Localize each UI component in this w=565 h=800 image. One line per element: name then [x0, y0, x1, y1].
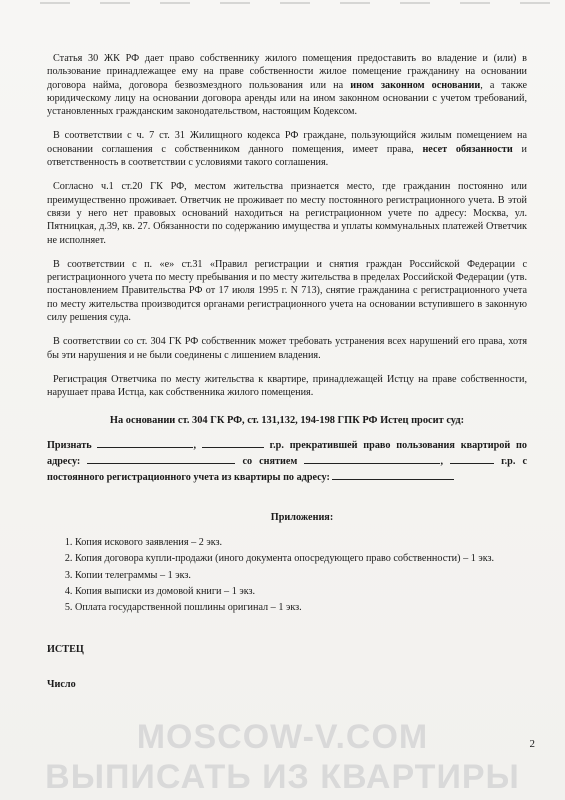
paragraph-text: Статья 30 ЖК РФ дает право собственнику жилого помещения предоставить во владение и (или) в пользование принадлежащее ему на праве собственности жилое помещение гражданину на основании договора найма, договора безвозмездного пользования или на — [47, 53, 527, 91]
list-item: 3. Копии телеграммы – 1 экз. — [75, 569, 527, 582]
paragraph-art304 — [47, 335, 527, 362]
paragraph-bold-text: ином законном основании — [350, 79, 481, 91]
paragraph-art20 — [47, 180, 527, 246]
blank-line-birthyear — [202, 437, 264, 448]
watermark-line-2: ВЫПИСАТЬ ИЗ КВАРТИРЫ — [45, 758, 520, 796]
list-item: 2. Копия договора купли-продажи (иного документа опосредующего право собственности) – 1 экз. — [75, 552, 527, 565]
claim-body — [47, 437, 527, 485]
paragraph-registration-rules — [47, 258, 527, 324]
claim-text: г.р. с постоянного регистрационного учета из квартиры по адресу: — [47, 455, 527, 483]
plaintiff-signature-label: ИСТЕЦ — [47, 643, 84, 655]
blank-line-address-2 — [332, 469, 454, 480]
claim-text: , — [193, 439, 202, 451]
paragraph-text: Согласно ч.1 ст.20 ГК РФ, местом жительства признается место, где гражданин постоянно или преимущественно проживает. Ответчик не проживает по месту постоянного регистрационного учета. В этой связи у него нет правовых оснований находиться на регистрационном учете по адресу: Москва, ул. Пятницкая, д.39, кв. 27. Обязанности по содержанию имущества и уплаты коммунальных платежей Ответчик не исполняет. — [47, 181, 527, 246]
paragraph-text: В соответствии со ст. 304 ГК РФ собственник может требовать устранения всех нарушений его права, хотя бы эти нарушения и не были соединены с лишением владения. — [47, 336, 527, 361]
paragraph-violation — [47, 373, 527, 400]
claim-text: , — [440, 455, 451, 467]
claim-title: На основании ст. 304 ГК РФ, ст. 131,132, 194-198 ГПК РФ Истец просит суд: — [109, 414, 465, 426]
paragraph-text: , а также юридическому лицу на основании договора аренды или на ином законном основании с учетом требований, установленных гражданским законодательством, настоящим Кодексом. — [47, 79, 527, 118]
paragraph-art30 — [47, 52, 527, 118]
blank-line-birthyear-2 — [450, 453, 494, 464]
list-item: 1. Копия искового заявления – 2 экз. — [75, 536, 527, 549]
blank-line-surname — [97, 437, 193, 448]
watermark-line-1: MOSCOW-V.COM — [136, 718, 429, 756]
claim-text: со снятием — [235, 455, 305, 467]
scan-edge-artifact — [40, 2, 555, 4]
list-item: 4. Копия выписки из домовой книги – 1 экз. — [75, 585, 527, 598]
blank-line-name — [304, 453, 440, 464]
list-item: 5. Оплата государственной пошлины оригинал – 1 экз. — [75, 601, 527, 614]
paragraph-text: Регистрация Ответчика по месту жительства к квартире, принадлежащей Истцу на праве собственности, нарушает права Истца, как собственника жилого помещения. — [47, 373, 527, 399]
attachments-title: Приложения: — [270, 511, 334, 523]
claim-text: Признать — [47, 439, 98, 451]
paragraph-text: В соответствии с п. «е» ст.31 «Правил регистрации и снятия граждан Российской Федерации с регистрационного учета по месту пребывания и по месту жительства в пределах Российской Федерации (утв. постановлением Правительства РФ от 17 июля 1995 г. N 713), снятие гражданина с регистрационного учета по месту жительства производится органами регистрационного учета на основании вступившего в законную силу решения суда. — [47, 258, 527, 324]
paragraph-text: В соответствии с ч. 7 ст. 31 Жилищного кодекса РФ граждане, пользующийся жилым помещением на основании соглашения с собственником данного помещения, имеет права, — [47, 130, 527, 155]
attachments-list — [47, 536, 527, 614]
page-number: 2 — [529, 738, 535, 750]
date-label: Число — [47, 678, 76, 690]
blank-line-address — [87, 453, 235, 464]
document-body — [47, 52, 527, 691]
paragraph-text: и ответственность в соответствии с условиями такого соглашения. — [47, 143, 527, 169]
claim-text: г.р. прекратившей право пользования квартирой по адресу: — [47, 439, 527, 467]
paragraph-art31 — [47, 129, 527, 169]
paragraph-bold-text: несет обязанности — [422, 143, 513, 155]
